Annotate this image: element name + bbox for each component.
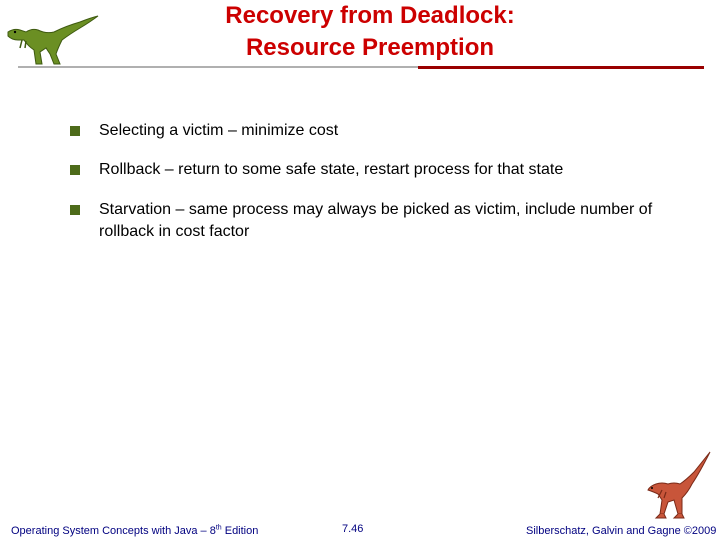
bullet-square-icon <box>70 165 80 175</box>
footer-book-title <box>11 524 258 538</box>
footer-book-title-sup: th <box>215 524 222 532</box>
footer-book-title-suffix: Edition <box>221 525 259 537</box>
footer-copyright: Silberschatz, Galvin and Gagne ©2009 <box>526 525 717 537</box>
title-divider-right <box>418 66 704 69</box>
slide-title-line1: Recovery from Deadlock: <box>225 2 515 29</box>
bullet-text: Starvation – same process may always be picked as victim, include number of rollback in cost factor <box>99 201 653 240</box>
footer-book-title-prefix: Operating System Concepts with Java – 8 <box>11 525 216 537</box>
bullet-text: Rollback – return to some safe state, restart process for that state <box>99 161 564 178</box>
footer-page-number: 7.46 <box>342 523 364 535</box>
bullet-square-icon <box>70 126 80 136</box>
dinosaur-logo-top-icon <box>6 10 100 68</box>
bullet-square-icon <box>70 205 80 215</box>
dinosaur-logo-bottom-icon <box>636 448 712 524</box>
title-divider-left <box>18 66 418 68</box>
bullet-text: Selecting a victim – minimize cost <box>99 122 339 139</box>
slide-title-line2: Resource Preemption <box>245 34 495 61</box>
